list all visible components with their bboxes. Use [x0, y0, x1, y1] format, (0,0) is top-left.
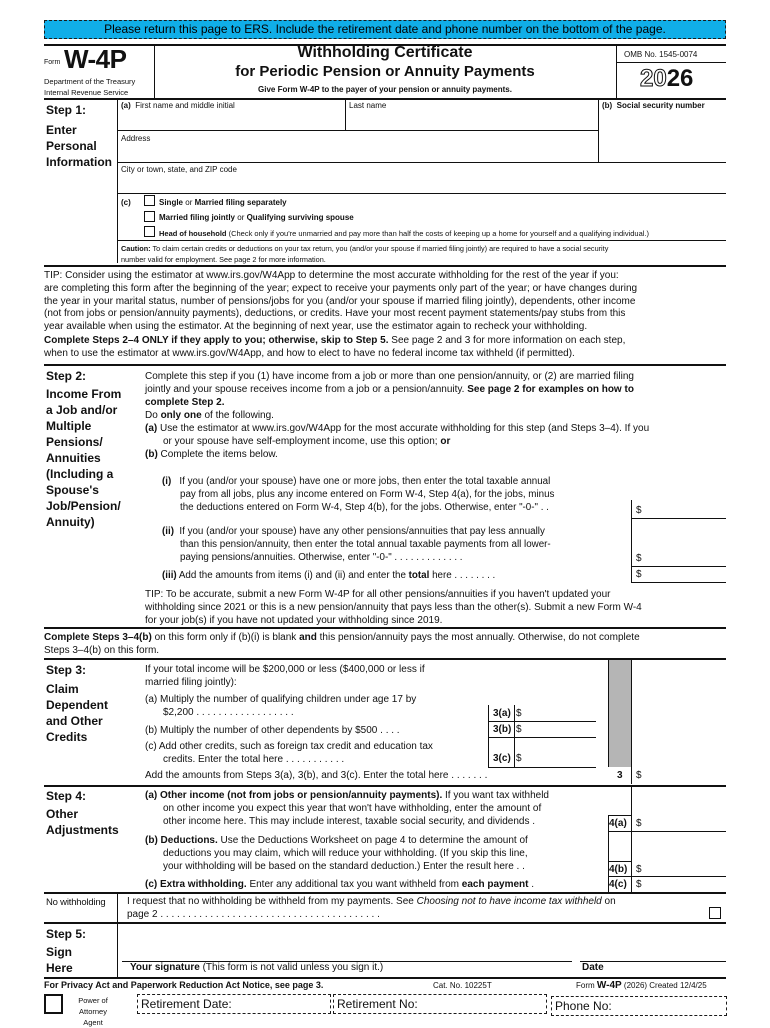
address-label: Address [121, 134, 151, 143]
step4-c-text: Enter any additional tax you want withheld from [246, 879, 462, 890]
first-name-text: First name and middle initial [135, 101, 235, 110]
item-i-text-3: the deductions entered on Form W-4, Step 4(b), for the jobs. Otherwise, enter "-0-" . . [180, 502, 549, 513]
retirement-date-field[interactable]: Retirement Date: [137, 994, 331, 1014]
step5-title-line: Sign [46, 945, 72, 959]
step2-do: Do [145, 410, 161, 421]
step2-title [46, 386, 121, 530]
power-of-attorney-checkbox[interactable] [44, 994, 63, 1014]
single-option-label [159, 198, 287, 207]
address-input[interactable] [120, 143, 594, 160]
step2-title-line: Annuity) [46, 515, 95, 529]
step5-left-rule [117, 922, 118, 977]
form-id: W-4P [64, 44, 127, 74]
line-3c-rule [488, 767, 596, 768]
item-ii-text-3: paying pensions/annuities. Otherwise, enter "-0-" . . . . . . . . . . . . . [180, 552, 463, 563]
rule-step5-top [44, 922, 726, 924]
give-form-instruction: Give Form W-4P to the payer of your pension or annuity payments. [258, 85, 512, 94]
step2-title-line: Spouse's [46, 483, 99, 497]
step2-item-i [162, 475, 554, 514]
caution-label: Caution: [121, 244, 151, 253]
step2-title-line: Pensions/ [46, 435, 103, 449]
head-of-household-option-label [159, 229, 649, 238]
step5-label: Step 5: [46, 927, 87, 941]
step4-b-text-3: your withholding will be based on the standard deduction.) Enter the result here . . [163, 861, 525, 872]
footer-form-id: W-4P [596, 980, 622, 991]
step4-title-line: Other [46, 807, 79, 821]
item-iii-amount-rule [631, 582, 726, 583]
rule-step2-top [44, 364, 726, 366]
tax-year-suffix: 26 [666, 65, 694, 92]
step2-intro [145, 370, 649, 461]
step3-intro-line: married filing jointly): [145, 677, 237, 688]
complete-steps-bold: Complete Steps 2–4 ONLY if they apply to you; otherwise, skip to Step 5. [44, 335, 389, 346]
caution-text: To claim certain credits or deductions on your tax return, you (and/or your spouse if married filing jointly) are required to have a social security [150, 244, 609, 253]
step4-a [145, 789, 549, 828]
item-i-amount-input[interactable] [646, 501, 724, 517]
form-footer-id [576, 980, 707, 991]
line-4a-dollar: $ [636, 818, 642, 829]
step2-intro-line: jointly and your spouse receives income from a job or a pension/annuity. [145, 384, 468, 395]
step2-a-text: Use the estimator at www.irs.gov/W4App for the most accurate withholding for this step (and Steps 3–4). If you [157, 423, 650, 434]
step3-a-line-2: $2,200 . . . . . . . . . . . . . . . . . . [163, 707, 294, 718]
ssn-label [602, 101, 705, 110]
header-divider-right [616, 44, 617, 98]
line-3b-label: 3(b) [493, 724, 512, 735]
city-input[interactable] [120, 175, 720, 192]
no-withholding-text [127, 895, 616, 921]
step2-only-one: only one [160, 410, 202, 421]
step3-c [145, 740, 433, 766]
footer-form-created: (2026) Created 12/4/25 [621, 981, 707, 990]
poa-line-1: Power of Attorney [78, 996, 108, 1016]
step3-a [145, 693, 416, 719]
step3-title-line: Dependent [46, 698, 109, 712]
line-3b-dollar: $ [516, 724, 522, 735]
step2-following: of the following. [201, 410, 274, 421]
first-name-input[interactable] [120, 112, 342, 129]
step3-label: Step 3: [46, 663, 87, 677]
item-ii-text-2: than this pension/annuity, then enter the total annual taxable payments from all lower- [180, 539, 551, 550]
signature-bold: Your signature [130, 962, 200, 973]
step4-a-bold: (a) Other income (not from jobs or pension/annuity payments). [145, 790, 443, 801]
rule-step4-bottom [44, 892, 726, 894]
form-title-line2: for Periodic Pension or Annuity Payments [235, 63, 535, 80]
tip-paragraph [44, 270, 734, 334]
line-4c-label: 4(c) [609, 879, 627, 890]
item-i-letter: (i) [162, 476, 172, 487]
item-iii-total: total [408, 570, 430, 581]
step2-amount-rule [631, 500, 632, 582]
step2-tip [145, 588, 642, 627]
step2-label: Step 2: [46, 369, 87, 383]
step4-b-text-2: deductions you may claim, which will reduce your withholding. (If you skip this line, [163, 848, 528, 859]
step3-shaded-column [608, 660, 632, 767]
step4-a-text-2: on other income you expect this year that won't have withholding, enter the amount of [163, 803, 542, 814]
line-4c-dollar: $ [636, 879, 642, 890]
line-4b-input[interactable] [646, 862, 724, 876]
item-ii-amount-input[interactable] [646, 549, 724, 565]
step3-c-line-2: credits. Enter the total here . . . . . . . . . . . [163, 754, 345, 765]
step3-c-line: (c) Add other credits, such as foreign tax credit and education tax [145, 741, 433, 752]
rule-name-bottom [117, 130, 598, 131]
item-iii-text: Add the amounts from items (i) and (ii) and enter the [176, 570, 409, 581]
ssn-input[interactable] [601, 112, 723, 160]
step4-title-line: Adjustments [46, 823, 119, 837]
filing-status-letter: (c) [121, 198, 131, 207]
item-i-text: If you (and/or your spouse) have one or more jobs, then enter the total taxable annual [179, 476, 551, 487]
step3-inner-rule-mid [514, 705, 515, 767]
step2-title-line: Job/Pension/ [46, 499, 121, 513]
step2-intro-bold-2: complete Step 2. [145, 397, 225, 408]
line-4c-input[interactable] [646, 877, 724, 891]
step4-c [145, 878, 534, 891]
step3-shade-rule-left [608, 658, 609, 767]
step4-c-each: each payment [461, 879, 529, 890]
rule-step1-bottom [44, 265, 726, 267]
step2-item-ii [162, 525, 551, 564]
first-name-letter: (a) [121, 101, 131, 110]
rule-status-bottom [117, 240, 726, 241]
tip-line: are completing this form after the beginning of the year; expect to receive your payments only part of the year; or have changes during [44, 282, 638, 294]
nowh-italic: Choosing not to have income tax withheld [416, 896, 602, 907]
line-4b-label: 4(b) [609, 864, 628, 875]
ssn-text: Social security number [616, 101, 705, 110]
line-3b-rule [488, 737, 596, 738]
tax-year-prefix: 20 [640, 65, 667, 92]
complete-steps-text: See page 2 and 3 for more information on each step, [388, 335, 626, 346]
form-title-line1: Withholding Certificate [297, 44, 473, 61]
city-label: City or town, state, and ZIP code [121, 165, 237, 174]
step2-a-letter: (a) [145, 423, 158, 434]
step2-title-line: a Job and/or [46, 403, 118, 417]
step2-title-line: (Including a [46, 467, 114, 481]
caution-text-2: number valid for employment. See page 2 for more information. [121, 255, 326, 264]
step4-title [46, 806, 119, 838]
nowh-text: I request that no withholding be withheld from my payments. See [127, 896, 417, 907]
step2-title-line: Annuities [46, 451, 101, 465]
privacy-notice: For Privacy Act and Paperwork Reduction Act Notice, see page 3. [44, 980, 324, 990]
line-4b-top-rule [608, 861, 631, 862]
step4-a-text: If you want tax withheld [442, 790, 549, 801]
step3-title-line: Credits [46, 730, 88, 744]
line-3a-dollar: $ [516, 708, 522, 719]
step2-item-iii [162, 569, 495, 582]
line-3-label: 3 [617, 770, 623, 781]
mfj-text: Married filing jointly [159, 213, 236, 222]
item-iii-dollar: $ [636, 569, 642, 580]
item-ii-letter: (ii) [162, 526, 174, 537]
married-jointly-checkbox[interactable] [144, 211, 155, 222]
omb-rule [616, 62, 726, 63]
line-4a-top-rule [608, 815, 631, 816]
first-name-label [121, 101, 235, 110]
rule-city-bottom [117, 193, 726, 194]
ssn-divider [598, 98, 599, 162]
step3-title [46, 681, 108, 745]
step1-label: Step 1: [46, 103, 87, 117]
step4-c-dot: . [528, 879, 535, 890]
step2-tip-line: withholding since 2021 or this is a new pension/annuity that pays less than the other(s). Submit a new Form W-4 [145, 602, 642, 613]
step2-intro-line: Complete this step if you (1) have income from a job or more than one pension/annuity, or (2) are married filing [145, 371, 634, 382]
caution-note [121, 243, 726, 265]
line-3c-dollar: $ [516, 753, 522, 764]
line-3-dollar: $ [636, 770, 642, 781]
complete-steps-text-2: when to use the estimator at www.irs.gov/W4App, and how to elect to have no federal income tax withheld (if permitted). [44, 347, 575, 359]
ssn-letter: (b) [602, 101, 613, 110]
step2-b-letter: (b) [145, 449, 158, 460]
last-name-input[interactable] [348, 112, 594, 129]
step4-a-text-3: other income here. This may include interest, taxable social security, and dividends . [163, 816, 536, 827]
no-withholding-checkbox[interactable] [709, 907, 721, 919]
item-i-amount-rule [631, 518, 726, 519]
note34-text: on this form only if (b)(i) is blank [151, 632, 300, 643]
hoh-text: Head of household [159, 229, 227, 238]
rule-address-bottom [117, 162, 726, 163]
tip-line: year available when using the estimator. At the beginning of next year, use the estimator again to recheck your withholding. [44, 321, 588, 333]
single-or: or [183, 198, 195, 207]
line-3b-input[interactable] [524, 722, 594, 736]
date-input[interactable] [582, 926, 722, 960]
step3-title-line: Claim [46, 682, 79, 696]
line-4b-dollar: $ [636, 864, 642, 875]
line-3-input[interactable] [646, 768, 724, 783]
rule-step3-bottom [44, 785, 726, 787]
note34-text-3: Steps 3–4(b) on this form. [44, 645, 160, 656]
step4-b-text: Use the Deductions Worksheet on page 4 to determine the amount of [217, 835, 528, 846]
step2-a-text-2: or your spouse have self-employment income, use this option; [163, 436, 441, 447]
hoh-desc: (Check only if you're unmarried and pay more than half the costs of keeping up a home for yourself and a qualifying individual.) [226, 229, 650, 238]
step1-title [46, 122, 112, 170]
tip-line: the year in your marital status, number of pensions/jobs for you (and/or your spouse if married filing jointly), dependents, other income [44, 295, 636, 307]
tip-line: (not from jobs or pension/annuity payments), deductions, or credits. Have your most recent payment statements/pay stubs from this [44, 308, 626, 320]
nowh-on: on [601, 896, 616, 907]
mfs-text: Married filing separately [194, 198, 287, 207]
step3-intro-line: If your total income will be $200,000 or less ($400,000 or less if [145, 664, 425, 675]
line-3c-input[interactable] [524, 751, 594, 765]
signature-label [130, 962, 383, 973]
step3-title-line: and Other [46, 714, 103, 728]
no-withholding-label: No withholding [46, 897, 106, 908]
item-i-text-2: pay from all jobs, plus any income entered on Form W-4, Step 4(a), for the jobs, minus [180, 489, 555, 500]
single-text: Single [159, 198, 184, 207]
dept-treasury: Department of the Treasury [44, 77, 136, 86]
single-checkbox[interactable] [144, 195, 155, 206]
complete-steps-note [44, 335, 625, 360]
line-3a-label: 3(a) [493, 708, 511, 719]
step3-total-text: Add the amounts from Steps 3(a), 3(b), and 3(c). Enter the total here . . . . . . . [145, 770, 488, 781]
poa-line-2: Agent [83, 1018, 103, 1027]
form-word: Form [44, 59, 61, 66]
step2-tip-line: TIP: To be accurate, submit a new Form W-4P for all other pensions/annuities if you haven't updated your [145, 589, 611, 600]
note34-bold: Complete Steps 3–4(b) [44, 632, 152, 643]
step3-b: (b) Multiply the number of other dependents by $500 . . . . [145, 725, 400, 736]
step2-a-or: or [440, 436, 451, 447]
top-banner: Please return this page to ERS. Include the retirement date and phone number on the bottom of the page. [44, 20, 726, 39]
line-4a-input[interactable] [646, 816, 724, 830]
qss-text: Qualifying surviving spouse [246, 213, 354, 222]
signature-input[interactable] [122, 926, 572, 960]
rule-step2-bottom [44, 627, 726, 629]
name-divider [345, 98, 346, 130]
signature-note: (This form is not valid unless you sign it.) [199, 962, 384, 973]
step5-title-line: Here [46, 961, 73, 975]
rule-step5-bottom [44, 977, 726, 979]
note34-and: and [299, 632, 317, 643]
nowh-left-rule [117, 892, 118, 922]
step3-amount-rule [631, 658, 632, 784]
step4-label: Step 4: [46, 789, 87, 803]
line-4a-label: 4(a) [609, 818, 627, 829]
step5-title [46, 944, 73, 976]
tip-line: TIP: Consider using the estimator at www.irs.gov/W4App to determine the most accurate withholding for the rest of the year if you: [44, 270, 619, 281]
head-of-household-checkbox[interactable] [144, 226, 155, 237]
item-iii-text-2: here . . . . . . . . [429, 570, 496, 581]
note34-text-2: this pension/annuity pays the most annually. Otherwise, do not complete [316, 632, 640, 643]
step1-title-line: Information [46, 155, 112, 169]
mfj-or: or [235, 213, 247, 222]
step2-title-line: Multiple [46, 419, 92, 433]
step4-b-bold: (b) Deductions. [145, 835, 218, 846]
header-bottom-rule [44, 98, 726, 100]
step3-a-line: (a) Multiply the number of qualifying children under age 17 by [145, 694, 417, 705]
steps-3-4-note [44, 631, 640, 657]
step2-b-text: Complete the items below. [157, 449, 278, 460]
item-ii-text: If you (and/or your spouse) have any other pensions/annuities that pay less annually [179, 526, 545, 537]
step1-title-line: Enter [46, 123, 77, 137]
step1-left-rule [117, 98, 118, 263]
step4-b [145, 834, 528, 873]
retirement-number-field[interactable]: Retirement No: [333, 994, 547, 1014]
last-name-label: Last name [349, 101, 387, 110]
line-4a-rule [608, 831, 726, 832]
catalog-number: Cat. No. 10225T [433, 981, 492, 990]
step3-inner-rule-left [488, 705, 489, 767]
step2-intro-bold: See page 2 for examples on how to [467, 384, 634, 395]
item-ii-dollar: $ [636, 553, 642, 564]
step2-tip-line: for your job(s) if you have not updated your withholding since 2019. [145, 615, 443, 626]
tax-year [640, 65, 693, 93]
item-iii-amount-input[interactable] [646, 567, 724, 581]
married-jointly-option-label [159, 213, 354, 222]
item-iii-letter: (iii) [162, 570, 177, 581]
line-3c-label: 3(c) [493, 753, 511, 764]
line-3a-input[interactable] [524, 706, 594, 720]
date-label: Date [582, 962, 604, 973]
footer-form-word: Form [576, 981, 597, 990]
omb-number: OMB No. 1545-0074 [624, 50, 698, 59]
step4-c-bold: (c) Extra withholding. [145, 879, 247, 890]
phone-number-field[interactable]: Phone No: [551, 996, 727, 1016]
step2-title-line: Income From [46, 387, 122, 401]
step1-title-line: Personal [46, 139, 97, 153]
power-of-attorney-label [66, 995, 120, 1028]
nowh-page2: page 2 . . . . . . . . . . . . . . . . . . . . . . . . . . . . . . . . . . . . . . . . [127, 909, 380, 920]
step3-intro [145, 663, 425, 689]
dept-irs: Internal Revenue Service [44, 88, 129, 97]
item-i-dollar: $ [636, 505, 642, 516]
